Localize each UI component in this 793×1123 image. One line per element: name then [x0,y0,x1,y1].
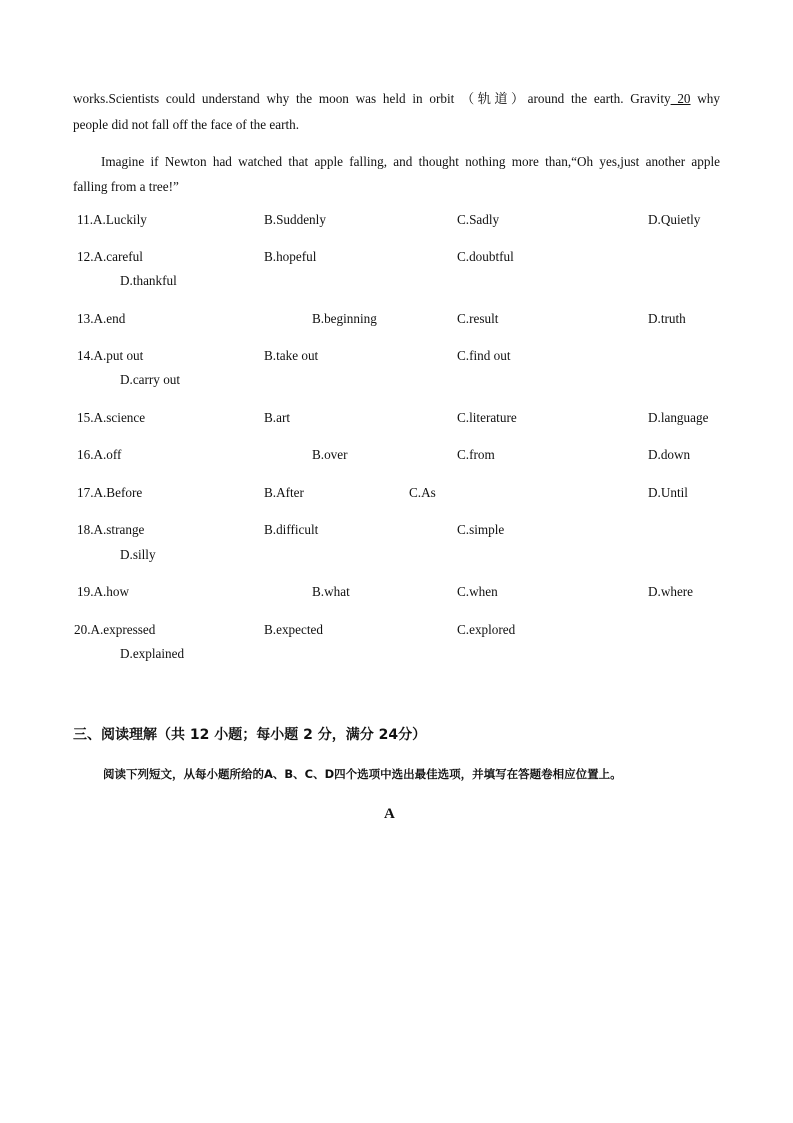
question-15-options [0,410,793,434]
option-b: B.After [264,485,304,500]
option-b: B.hopeful [264,249,317,264]
passage-text: works.Scientists could understand why the moon was held in orbit （轨道）around the earth. Gravity [73,91,671,106]
option-d: D.Until [648,485,688,500]
option-c: C.when [457,584,498,599]
passage-para-2-line-1: Imagine if Newton had watched that apple falling, and thought nothing more than,“Oh yes,just another apple [101,154,720,169]
option-a: 19.A.how [77,584,130,599]
option-a: 18.A.strange [77,522,145,537]
option-a: 13.A.end [77,311,126,326]
option-b: B.Suddenly [264,212,326,227]
option-b: B.art [264,410,291,425]
option-d: D.silly [120,547,156,562]
option-b: B.beginning [312,311,377,326]
option-d: D.down [648,447,691,462]
option-b: B.take out [264,348,319,363]
question-13-options [0,311,793,335]
option-a: 15.A.science [77,410,146,425]
option-b: B.difficult [264,522,319,537]
option-a: 16.A.off [77,447,122,462]
option-c: C.Sadly [457,212,500,227]
passage-line-1 [73,86,720,112]
question-20-options [0,622,793,646]
question-12-options [0,249,793,273]
option-c: C.find out [457,348,511,363]
passage-label: A [384,806,395,822]
option-b: B.expected [264,622,323,637]
question-19-options [0,584,793,608]
option-d: D.carry out [120,372,181,387]
option-c: C.doubtful [457,249,514,264]
question-11-options [0,212,793,236]
blank-20: 20 [670,91,691,106]
passage-text: why [690,91,720,106]
option-d: D.thankful [120,273,177,288]
option-d: D.where [648,584,694,599]
question-16-options [0,447,793,471]
question-14-options [0,348,793,372]
option-a: 11.A.Luckily [77,212,147,227]
section-title: 三、阅读理解（共 12 小题；每小题 2 分，满分 24分） [73,727,427,743]
option-a: 14.A.put out [77,348,144,363]
option-c: C.literature [457,410,517,425]
option-d: D.truth [648,311,686,326]
option-b: B.over [312,447,348,462]
question-17-options [0,485,793,509]
option-a: 17.A.Before [77,485,143,500]
option-c: C.As [409,485,436,500]
passage-para-2-line-2: falling from a tree!” [73,179,179,194]
question-18-options [0,522,793,546]
option-a: 20.A.expressed [74,622,156,637]
option-c: C.result [457,311,499,326]
option-a: 12.A.careful [77,249,143,264]
option-c: C.simple [457,522,505,537]
option-d: D.Quietly [648,212,701,227]
option-c: C.explored [457,622,516,637]
passage-line-2: people did not fall off the face of the earth. [73,117,300,132]
option-b: B.what [312,584,350,599]
option-d: D.language [648,410,709,425]
option-d: D.explained [120,646,185,661]
section-instructions: 阅读下列短文，从每小题所给的A、B、C、D四个选项中选出最佳选项，并填写在答题卷相应位置上。 [103,767,622,781]
option-c: C.from [457,447,495,462]
